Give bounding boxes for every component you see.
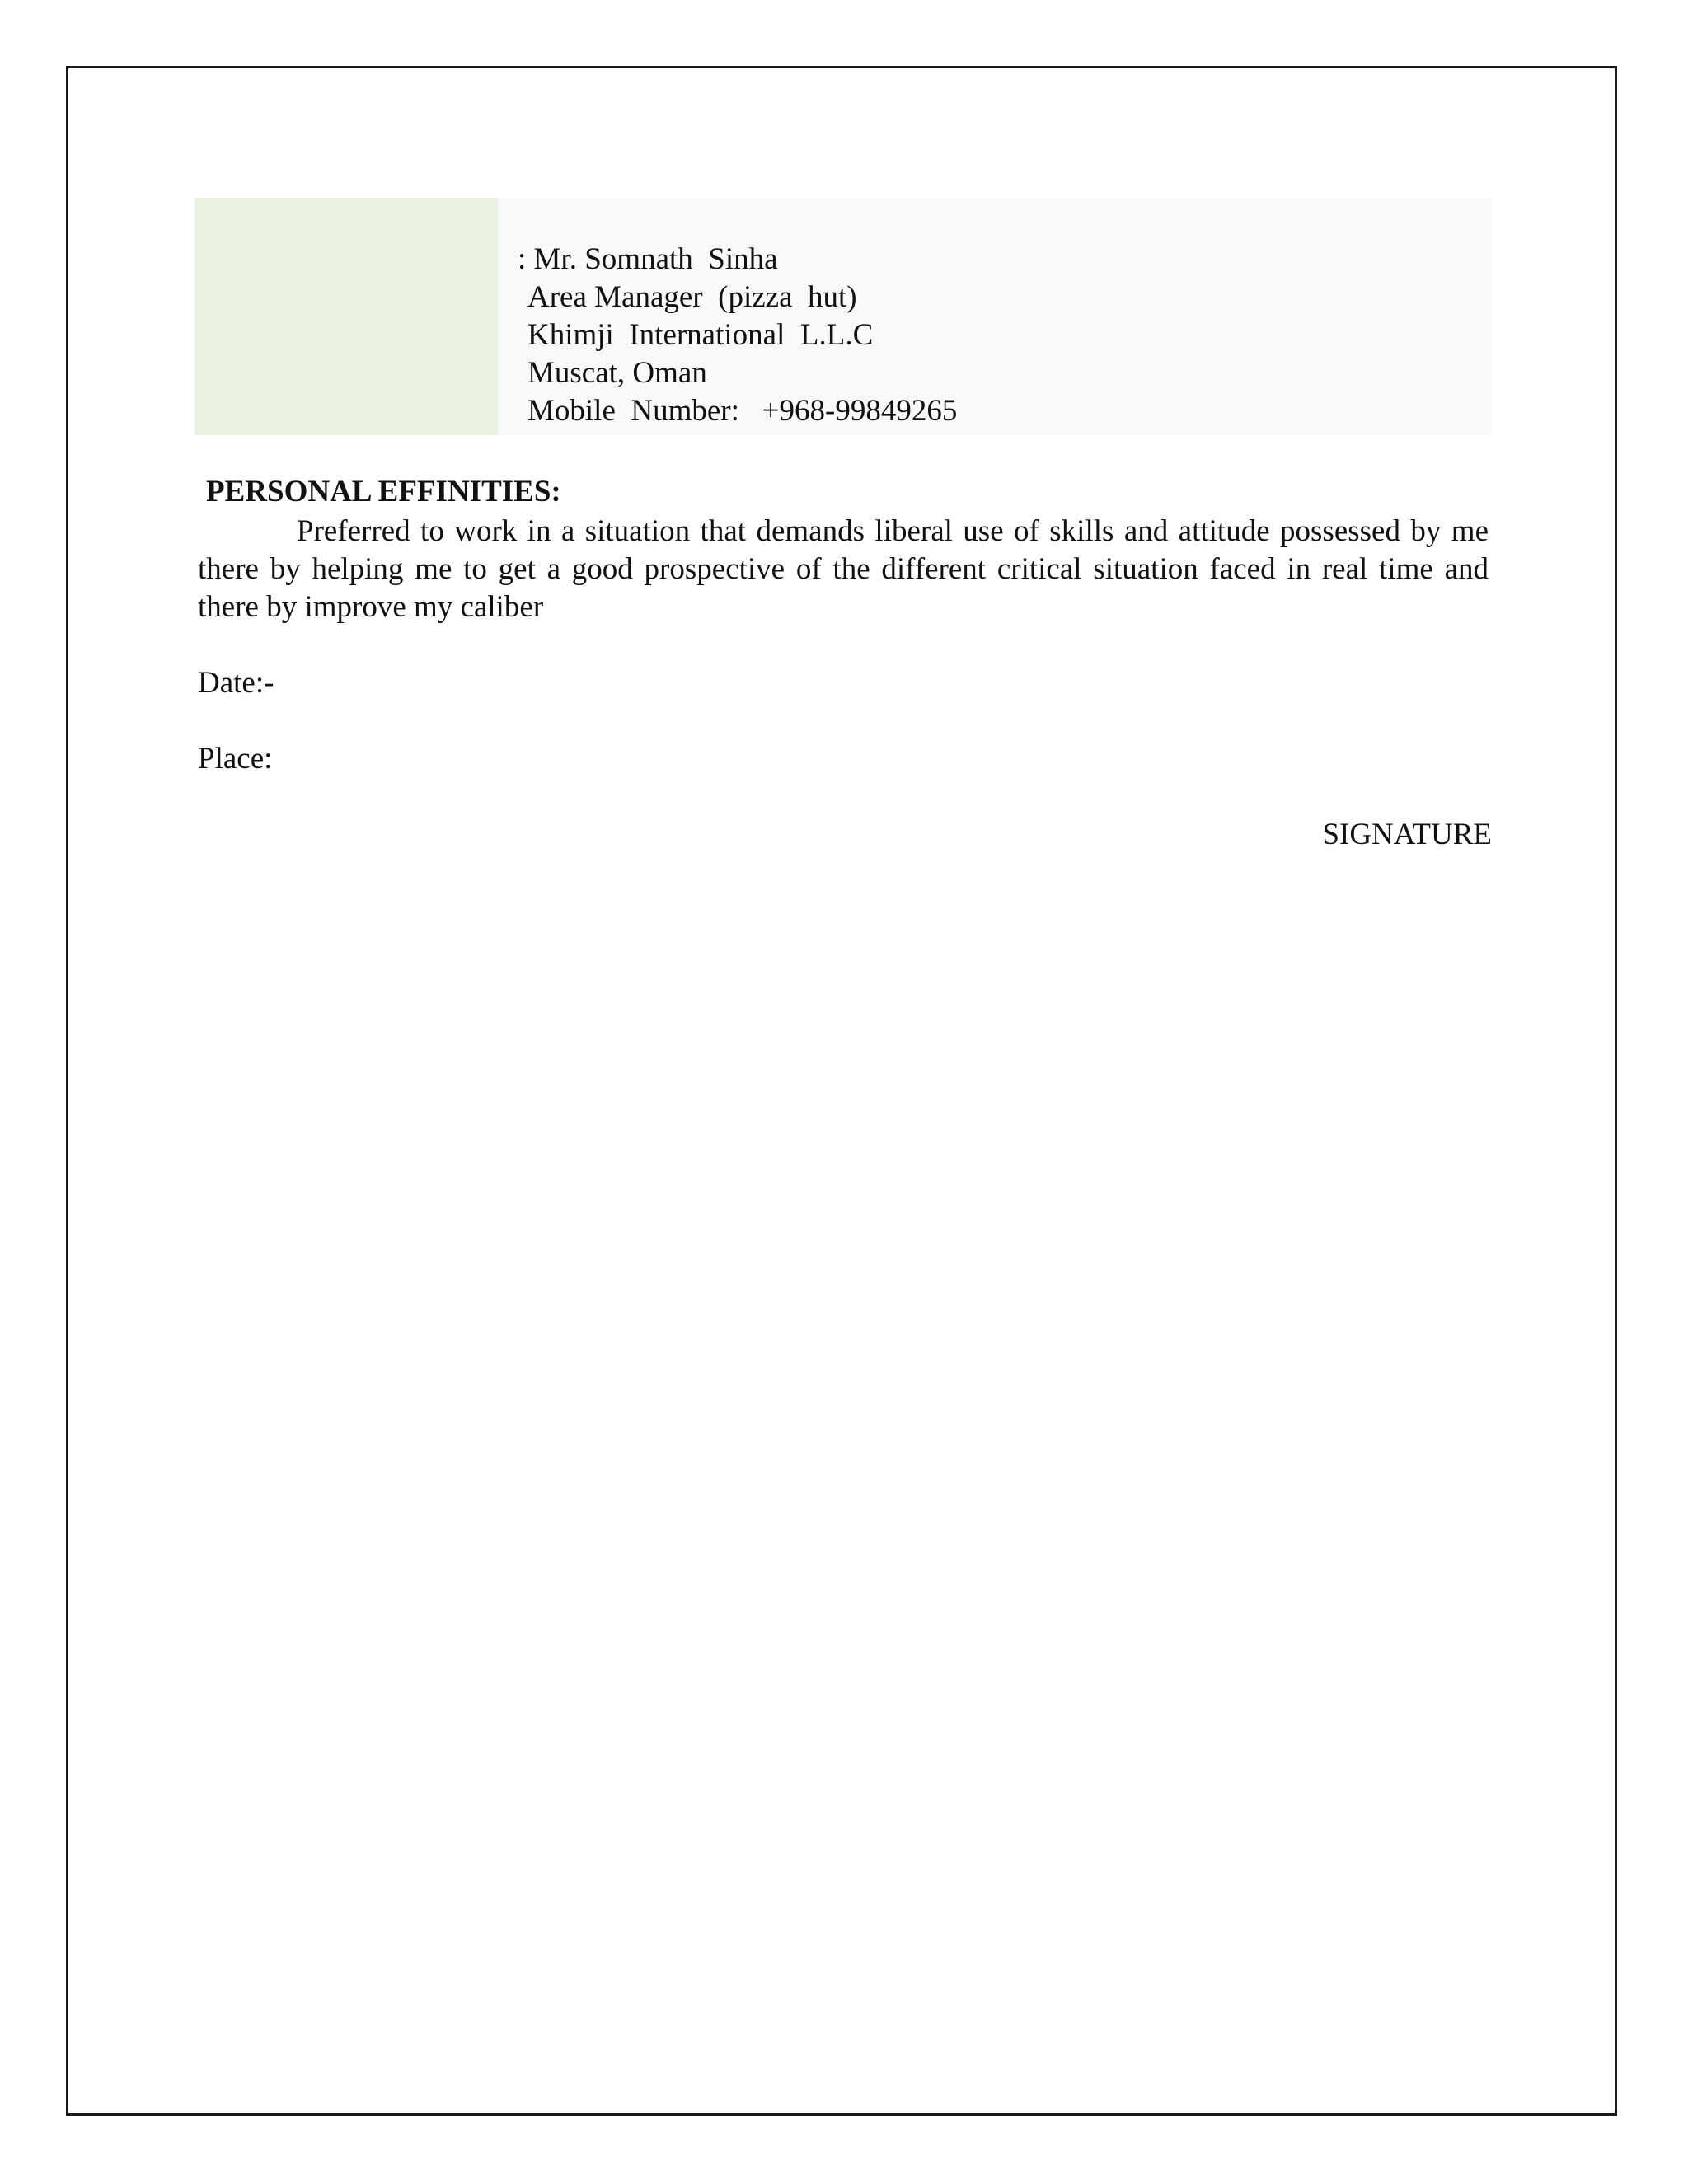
reference-info-cell [498, 198, 1492, 435]
personal-affinities-heading: PERSONAL EFFINITIES: [206, 475, 561, 509]
reference-company: Khimji International L.L.C [528, 318, 874, 352]
reference-location: Muscat, Oman [528, 356, 707, 390]
reference-name: : Mr. Somnath Sinha [518, 242, 778, 276]
reference-title: Area Manager (pizza hut) [528, 280, 857, 314]
date-label: Date:- [198, 666, 274, 700]
reference-label-cell [195, 198, 498, 435]
signature-label: SIGNATURE [1322, 818, 1492, 851]
reference-block [195, 198, 1492, 435]
personal-affinities-text: Preferred to work in a situation that demands liberal use of skills and attitude possessed by me there by helping me to get a good prospective of the different critical situation faced in real time and there by improve my caliber [198, 514, 1489, 624]
reference-mobile: Mobile Number: +968-99849265 [528, 394, 958, 428]
place-label: Place: [198, 742, 273, 776]
